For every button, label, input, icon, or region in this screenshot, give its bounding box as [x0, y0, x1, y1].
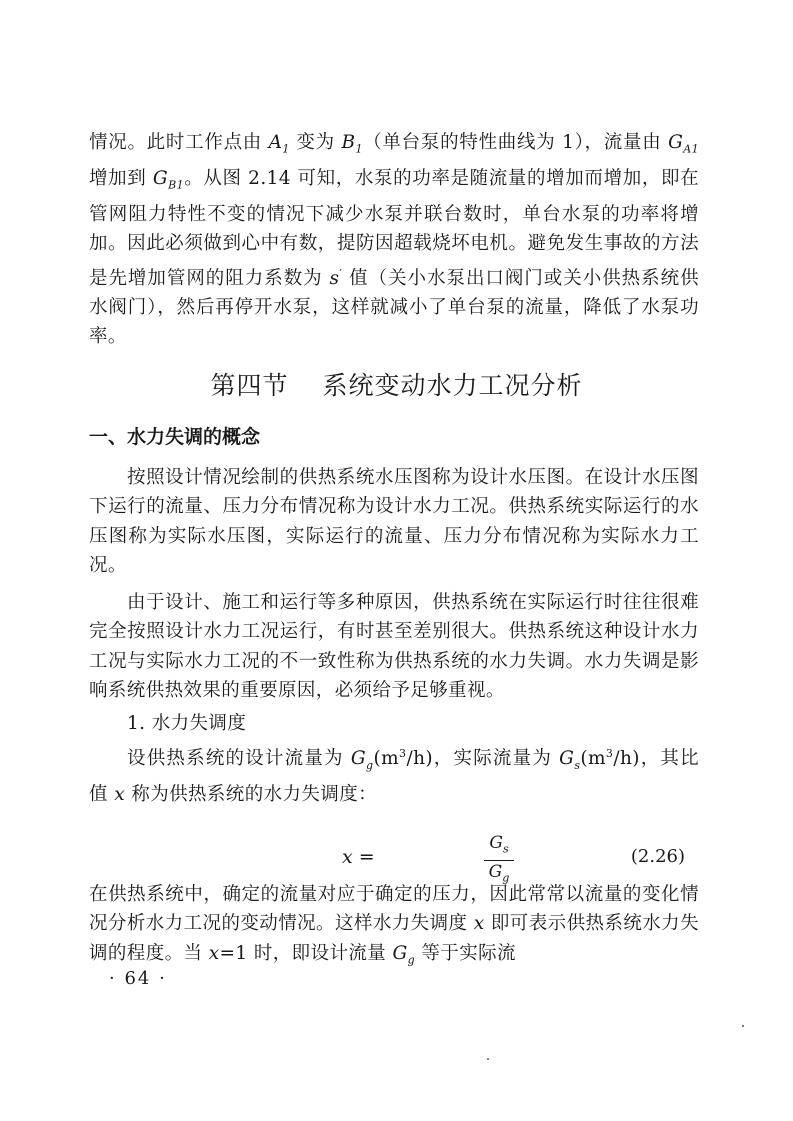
math-variable: x — [208, 942, 220, 964]
math-subscript: B1 — [168, 178, 184, 192]
section-name: 系统变动水力工况分析 — [322, 371, 583, 400]
paragraph-1: 按照设计情况绘制的供热系统水压图称为设计水压图。在设计水压图下运行的流量、压力分布情况称为设计水力工况。供热系统实际运行的水压图称为实际水压图，实际运行的流量、压力分布情况称为实际水力工况。 — [89, 467, 699, 576]
fraction-numerator: $G_s$ — [484, 832, 514, 861]
math-variable: B — [341, 132, 356, 153]
paragraph-4-block — [89, 880, 699, 975]
math-variable: G — [559, 747, 575, 769]
section-number: 第四节 — [210, 371, 289, 400]
math-subscript: s — [574, 758, 581, 772]
math-subscript: 1 — [282, 142, 290, 156]
paragraph-4: 在供热系统中，确定的流量对应于确定的压力，因此常常以流量的变化情况分析水力工况的变动情况。这样水力失调度 x 即可表示供热系统水力失调的程度。当 x=1 时，即设计流量 $G_g$ 等于实际流 — [89, 884, 699, 967]
paragraph-3: 设供热系统的设计流量为 $G_g(m^3/h)$，实际流量为 $G_s(m^3/h)$，其比值 x 称为供热系统的水力失调度： — [89, 746, 700, 805]
subheading: 一、水力失调的概念 — [89, 426, 261, 448]
body-text — [89, 463, 699, 809]
math-subscript: 1 — [355, 142, 363, 156]
section-title — [0, 366, 793, 402]
math-subscript: g — [366, 758, 374, 772]
math-variable: G — [668, 132, 684, 153]
math-variable: s — [329, 267, 340, 289]
equation-lhs: x = — [342, 846, 375, 868]
math-subscript: g — [407, 953, 416, 967]
math-subscript: A1 — [683, 142, 699, 156]
math-variable: G — [350, 747, 367, 769]
math-variable: G — [152, 167, 169, 189]
math-superscript: ′ — [339, 266, 343, 280]
equation-number: (2.26) — [630, 846, 685, 867]
paragraph-continued — [89, 128, 699, 352]
math-variable: x — [473, 913, 485, 935]
item-heading: 1. 水力失调度 — [127, 713, 247, 735]
scan-speck — [742, 1025, 744, 1027]
paragraph-2: 由于设计、施工和运行等多种原因，供热系统在实际运行时往往很难完全按照设计水力工况运行，有时甚至差别很大。供热系统这种设计水力工况与实际水力工况的不一致性称为供热系统的水力失调。水力失调是影响系统供热效果的重要原因，必须给予足够重视。 — [89, 592, 699, 702]
math-variable: A — [268, 132, 283, 153]
math-superscript: 3 — [399, 746, 407, 760]
fraction-denominator: $G_g$ — [488, 862, 510, 885]
rich-paragraph: 情况。此时工作点由 $A_1$ 变为 $B_1$（单台泵的特性曲线为 1），流量由 $G_{A1}$增加到 $G_{B1}$。从图 2.14 可知，水泵的功率是随流量的增加而增加，即在管网阻力特性不变的情况下减少水泵并联台数时，单台水泵的功率将增加。因此必须做到心中有数，提防因超载烧坏电机。避免发生事故的方法是先增加管网的阻力系数为 s′ 值（关小水泵出口阀门或关小供热系统供水阀门），然后再停开水泵，这样就减小了单台泵的流量，降低了水泵功率。 — [89, 132, 699, 348]
page-number: · 64 · — [109, 968, 167, 989]
math-variable: x — [114, 783, 126, 805]
math-variable: G — [392, 942, 408, 964]
equation-2-26 — [89, 832, 699, 885]
scan-speck — [487, 1058, 489, 1060]
math-superscript: 3 — [605, 746, 614, 760]
